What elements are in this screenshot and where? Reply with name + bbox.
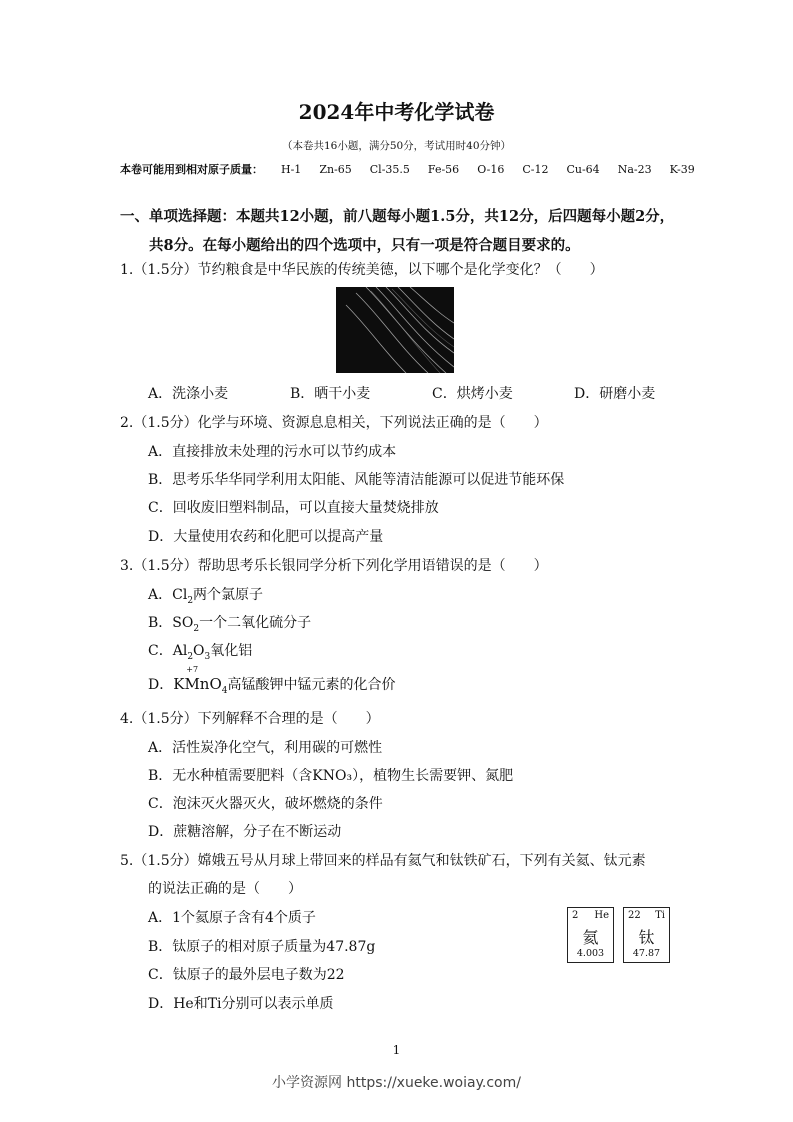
formula: C．Al <box>148 643 188 659</box>
subscript: 2 <box>187 651 194 662</box>
option-b: B．晒干小麦 <box>290 386 371 402</box>
option-text: 氧化铝 <box>210 643 253 659</box>
formula: O <box>193 643 205 659</box>
option-c: C．烘烤小麦 <box>432 386 513 402</box>
oxidation-state: +7 <box>186 665 199 674</box>
question-5-stem-cont: 的说法正确的是（ ） <box>148 881 302 897</box>
option-a: A．直接排放未处理的污水可以节约成本 <box>148 444 397 460</box>
mass-value: H-1 <box>281 163 302 176</box>
wheat-photo <box>336 287 454 373</box>
subscript: 2 <box>187 595 194 606</box>
element-symbol: Ti <box>655 910 665 921</box>
exam-info: （本卷共16小题，满分50分，考试用时40分钟） <box>281 140 512 152</box>
mass-value: Zn-65 <box>319 163 352 176</box>
option-b <box>148 612 311 634</box>
mass-value: O-16 <box>477 163 505 176</box>
option-a: A．活性炭净化空气，利用碳的可燃性 <box>148 740 383 756</box>
question-5-stem: 5.（1.5分）嫦娥五号从月球上带回来的样品有氦气和钛铁矿石，下列有关氦、钛元素 <box>120 853 646 869</box>
option-d <box>148 665 396 696</box>
element-symbol: He <box>594 910 609 921</box>
mass-value: Cl-35.5 <box>369 163 410 176</box>
option-text: 两个氯原子 <box>193 587 264 603</box>
question-4-stem: 4.（1.5分）下列解释不合理的是（ ） <box>120 711 380 727</box>
mass-value: K-39 <box>669 163 695 176</box>
option-c: C．钛原子的最外层电子数为22 <box>148 967 345 983</box>
subscript: 4 <box>221 686 228 696</box>
option-c: C．回收废旧塑料制品，可以直接大量焚烧排放 <box>148 500 439 516</box>
subscript: 3 <box>204 651 211 662</box>
kmno4-formula <box>173 665 228 696</box>
element-name: 氦 <box>582 928 599 947</box>
option-a: A．洗涤小麦 <box>148 386 229 402</box>
option-a <box>148 584 263 606</box>
mass-value: Cu-64 <box>566 163 600 176</box>
mass-value: C-12 <box>522 163 549 176</box>
atomic-masses <box>120 161 695 177</box>
question-2-stem: 2.（1.5分）化学与环境、资源息息相关，下列说法正确的是（ ） <box>120 415 548 431</box>
section-heading-line1: 一、单项选择题：本题共12小题，前八题每小题1.5分，共12分，后四题每小题2分， <box>120 208 675 225</box>
atomic-masses-label: 本卷可能用到相对原子质量： <box>120 163 263 176</box>
option-c <box>148 640 252 662</box>
option-d: D．研磨小麦 <box>574 386 656 402</box>
option-c: C．泡沫灭火器灭火，破坏燃烧的条件 <box>148 796 383 812</box>
subscript: 2 <box>193 623 200 634</box>
option-d: D．大量使用农药和化肥可以提高产量 <box>148 529 384 545</box>
option-text: 高锰酸钾中锰元素的化合价 <box>227 677 396 693</box>
atomic-mass: 4.003 <box>576 948 605 959</box>
mass-value: Na-23 <box>617 163 652 176</box>
option-b: B．思考乐华华同学利用太阳能、风能等清洁能源可以促进节能环保 <box>148 472 565 488</box>
formula: KMnO <box>173 675 222 693</box>
page-title: 2024年中考化学试卷 <box>298 100 495 124</box>
question-1-options <box>148 383 716 403</box>
element-name: 钛 <box>638 928 655 947</box>
option-text: 一个二氧化硫分子 <box>199 615 312 631</box>
helium-element-card <box>567 907 614 963</box>
atomic-number: 22 <box>628 910 641 921</box>
mass-value: Fe-56 <box>427 163 460 176</box>
option-b: B．钛原子的相对原子质量为47.87g <box>148 939 376 955</box>
option-d: D．He和Ti分别可以表示单质 <box>148 996 334 1012</box>
question-3-stem: 3.（1.5分）帮助思考乐长银同学分析下列化学用语错误的是（ ） <box>120 558 548 574</box>
option-d: D．蔗糖溶解，分子在不断运动 <box>148 824 342 840</box>
section-heading <box>120 202 680 260</box>
section-heading-line2: 共8分。在每小题给出的四个选项中，只有一项是符合题目要求的。 <box>149 237 580 254</box>
footer-watermark[interactable]: 小学资源网 https://xueke.woiay.com/ <box>272 1075 521 1091</box>
atomic-mass: 47.87 <box>632 948 661 959</box>
atomic-number: 2 <box>572 910 579 921</box>
option-letter: D． <box>148 677 174 693</box>
formula: A．Cl <box>148 587 188 603</box>
question-1-stem: 1.（1.5分）节约粮食是中华民族的传统美德，以下哪个是化学变化？（ ） <box>120 262 604 278</box>
formula: B．SO <box>148 615 194 631</box>
option-a: A．1个氦原子含有4个质子 <box>148 910 316 926</box>
option-b: B．无水种植需要肥料（含KNO₃），植物生长需要钾、氮肥 <box>148 768 514 784</box>
titanium-element-card <box>623 907 670 963</box>
page-number: 1 <box>392 1043 401 1057</box>
